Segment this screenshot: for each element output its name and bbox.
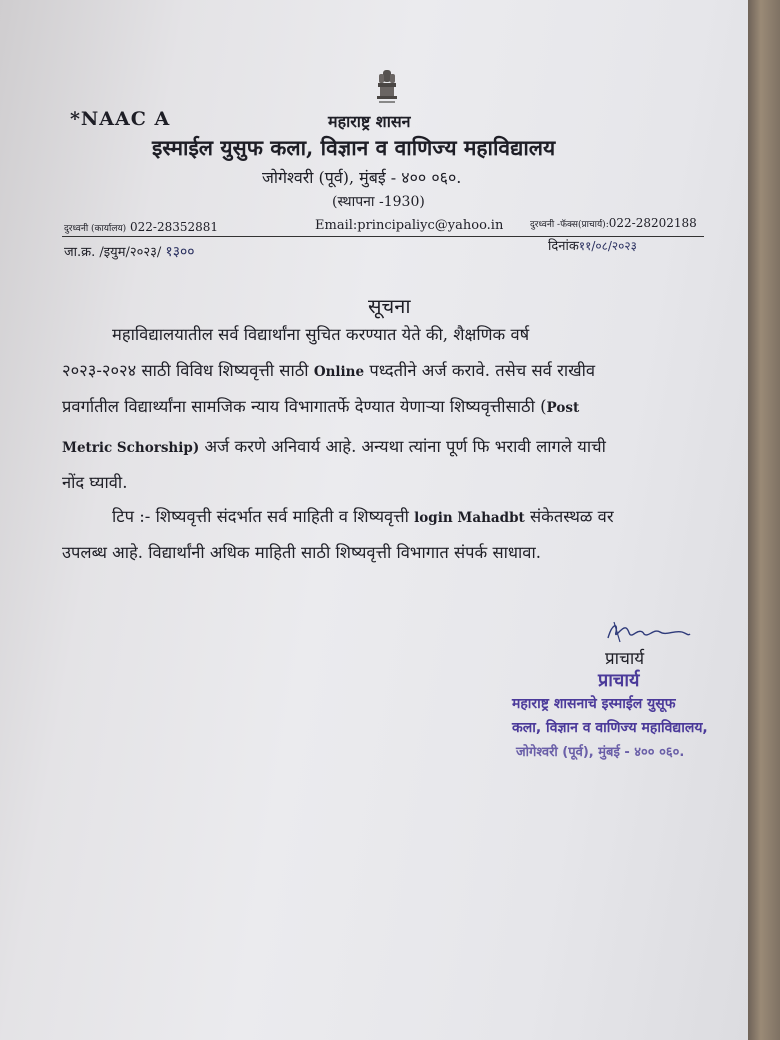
principal-fax [530, 216, 697, 230]
email-address: Email:principaliyc@yahoo.in [315, 218, 504, 233]
notice-line-2 [62, 358, 595, 381]
table-edge [748, 0, 780, 1040]
tip-line-2: उपलब्ध आहे. विद्यार्थांनी अधिक माहिती साठी शिष्यवृत्ती विभागात संपर्क साधावा. [62, 543, 542, 562]
stamp-line-2: कला, विज्ञान व वाणिज्य महाविद्यालय, [512, 720, 708, 736]
tip-line-1-part-3: संकेतस्थळ वर [530, 507, 614, 526]
notice-line-5: नोंद घ्यावी. [62, 473, 128, 492]
notice-line-2-part-1: २०२३-२०२४ साठी विविध शिष्यवृत्ती साठी [62, 361, 309, 380]
tip-line-1 [112, 504, 614, 527]
naac-grade: *NAAC A [70, 108, 171, 130]
reference-number [64, 242, 195, 261]
college-name: इस्माईल युसुफ कला, विज्ञान व वाणिज्य महाविद्यालय [152, 135, 556, 160]
reference-handwritten-number: १३०० [165, 244, 195, 260]
tip-line-1-portal: login Mahadbt [414, 510, 525, 526]
phone-label: दुरध्वनी (कार्यालय) [64, 224, 127, 234]
phone-number: 022-28352881 [130, 220, 219, 234]
stamp-line-3: जोगेश्वरी (पूर्व), मुंबई - ४०० ०६०. [516, 745, 685, 760]
notice-line-3 [62, 394, 579, 417]
tip-line-1-part-1: टिप :- शिष्यवृत्ती संदर्भात सर्व माहिती व शिष्यवृत्ती [112, 507, 409, 526]
national-emblem-icon [374, 66, 400, 106]
notice-line-1: महाविद्यालयातील सर्व विद्यार्थांना सुचित करण्यात येते की, शैक्षणिक वर्ष [112, 325, 530, 344]
notice-line-4-part-2: अर्ज करणे अनिवार्य आहे. अन्यथा त्यांना पूर्ण फि भरावी लागले याची [204, 437, 606, 456]
office-phone [64, 220, 218, 234]
college-address: जोगेश्वरी (पूर्व), मुंबई - ४०० ०६०. [262, 168, 462, 187]
fax-number: 022-28202188 [608, 216, 697, 230]
notice-line-4 [62, 434, 606, 457]
date-value: ११/०८/२०२३ [578, 239, 637, 253]
notice-heading: सूचना [368, 294, 411, 318]
established-year: (स्थापना -1930) [332, 194, 425, 210]
principal-designation: प्राचार्य [605, 649, 645, 669]
notice-line-2-online: Online [313, 364, 365, 380]
government-name: महाराष्ट्र शासन [328, 112, 411, 131]
reference-prefix: जा.क्र. /इयुम/२०२३/ [64, 245, 162, 260]
stamp-line-1: महाराष्ट्र शासनाचे इस्माईल युसूफ [512, 696, 676, 712]
notice-line-3-post: Post [546, 400, 580, 416]
principal-signature [604, 618, 694, 646]
fax-label: दुरध्वनी -फॅक्स(प्राचार्य): [530, 220, 609, 230]
stamp-title: प्राचार्य [598, 670, 640, 691]
date-label: दिनांक [548, 239, 579, 254]
notice-line-4-scheme: Metric Schorship) [62, 440, 200, 456]
notice-line-2-part-3: पध्दतीने अर्ज करावे. तसेच सर्व राखीव [369, 361, 596, 380]
notice-line-3-part-1: प्रवर्गातील विद्यार्थ्यांना सामजिक न्याय विभागातर्फे देण्यात येणाऱ्या शिष्यवृत्तीसाठी ( [62, 397, 547, 416]
letter-date [548, 236, 637, 254]
